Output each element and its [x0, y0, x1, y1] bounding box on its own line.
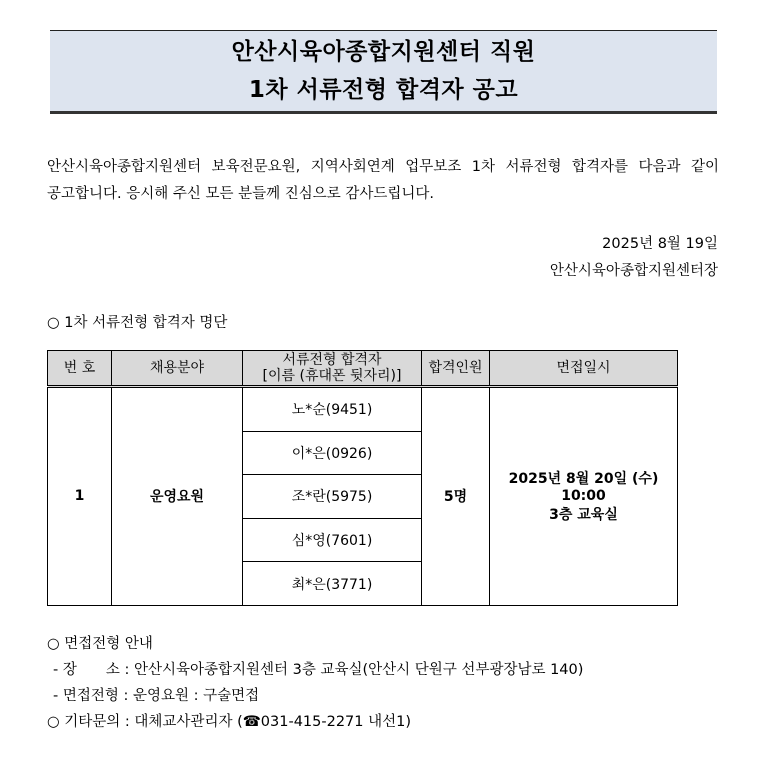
row-interview	[490, 387, 678, 606]
date-block	[550, 231, 718, 285]
title-box	[50, 30, 717, 114]
interview-place: 3층 교육실	[549, 507, 618, 524]
header-passers	[243, 351, 422, 387]
passer-cell: 최*은(3771)	[243, 562, 422, 606]
notice-date: 2025년 8월 19일	[602, 236, 718, 252]
row-field: 운영요원	[112, 387, 243, 606]
list-heading: ○ 1차 서류전형 합격자 명단	[47, 315, 228, 331]
header-interview: 면접일시	[490, 351, 678, 387]
row-count: 5명	[422, 387, 490, 606]
guide-inquiry-value: 대체교사관리자 (☎031-415-2271 내선1)	[134, 714, 412, 730]
guide-type-value: 운영요원 : 구술면접	[132, 688, 260, 704]
header-field: 채용분야	[112, 351, 243, 387]
row-number: 1	[48, 387, 112, 606]
table-header-row	[48, 351, 678, 387]
guide-type: - 면접전형 : 운영요원 : 구술면접	[53, 688, 260, 704]
guide-inquiry: ○ 기타문의 : 대체교사관리자 (☎031-415-2271 내선1)	[47, 714, 412, 730]
interview-time: 10:00	[561, 488, 606, 505]
title-line-1: 안산시육아종합지원센터 직원	[231, 39, 536, 65]
issuer: 안산시육아종합지원센터장	[549, 263, 718, 279]
guide-place-value: 안산시육아종합지원센터 3층 교육실(안산시 단원구 선부광장남로 140)	[133, 662, 584, 678]
interview-date: 2025년 8월 20일 (수)	[508, 471, 659, 488]
passer-cell: 노*순(9451)	[243, 387, 422, 432]
header-count: 합격인원	[422, 351, 490, 387]
header-passers-line2: [이름 (휴대폰 뒷자리)]	[262, 368, 402, 384]
passer-cell: 이*은(0926)	[243, 431, 422, 475]
passer-cell: 심*영(7601)	[243, 518, 422, 562]
intro-paragraph: 안산시육아종합지원센터 보육전문요원, 지역사회연계 업무보조 1차 서류전형 합격자를 다음과 같이 공고합니다. 응시해 주신 모든 분들께 진심으로 감사드립니다.	[47, 159, 719, 202]
header-passers-line1: 서류전형 합격자	[282, 352, 382, 368]
guide-place: - 장 소 : 안산시육아종합지원센터 3층 교육실(안산시 단원구 선부광장남로 140)	[53, 662, 584, 678]
interview-guide	[47, 631, 583, 735]
guide-heading: ○ 면접전형 안내	[47, 636, 153, 652]
header-number: 번 호	[48, 351, 112, 387]
guide-place-label: - 장 소	[53, 662, 120, 678]
title-line-2: 1차 서류전형 합격자 공고	[248, 77, 519, 103]
passer-cell: 조*란(5975)	[243, 475, 422, 519]
passers-table	[47, 350, 678, 606]
guide-type-label: - 면접전형	[53, 688, 119, 704]
table-row	[48, 387, 678, 432]
guide-inquiry-label: ○ 기타문의	[47, 714, 121, 730]
